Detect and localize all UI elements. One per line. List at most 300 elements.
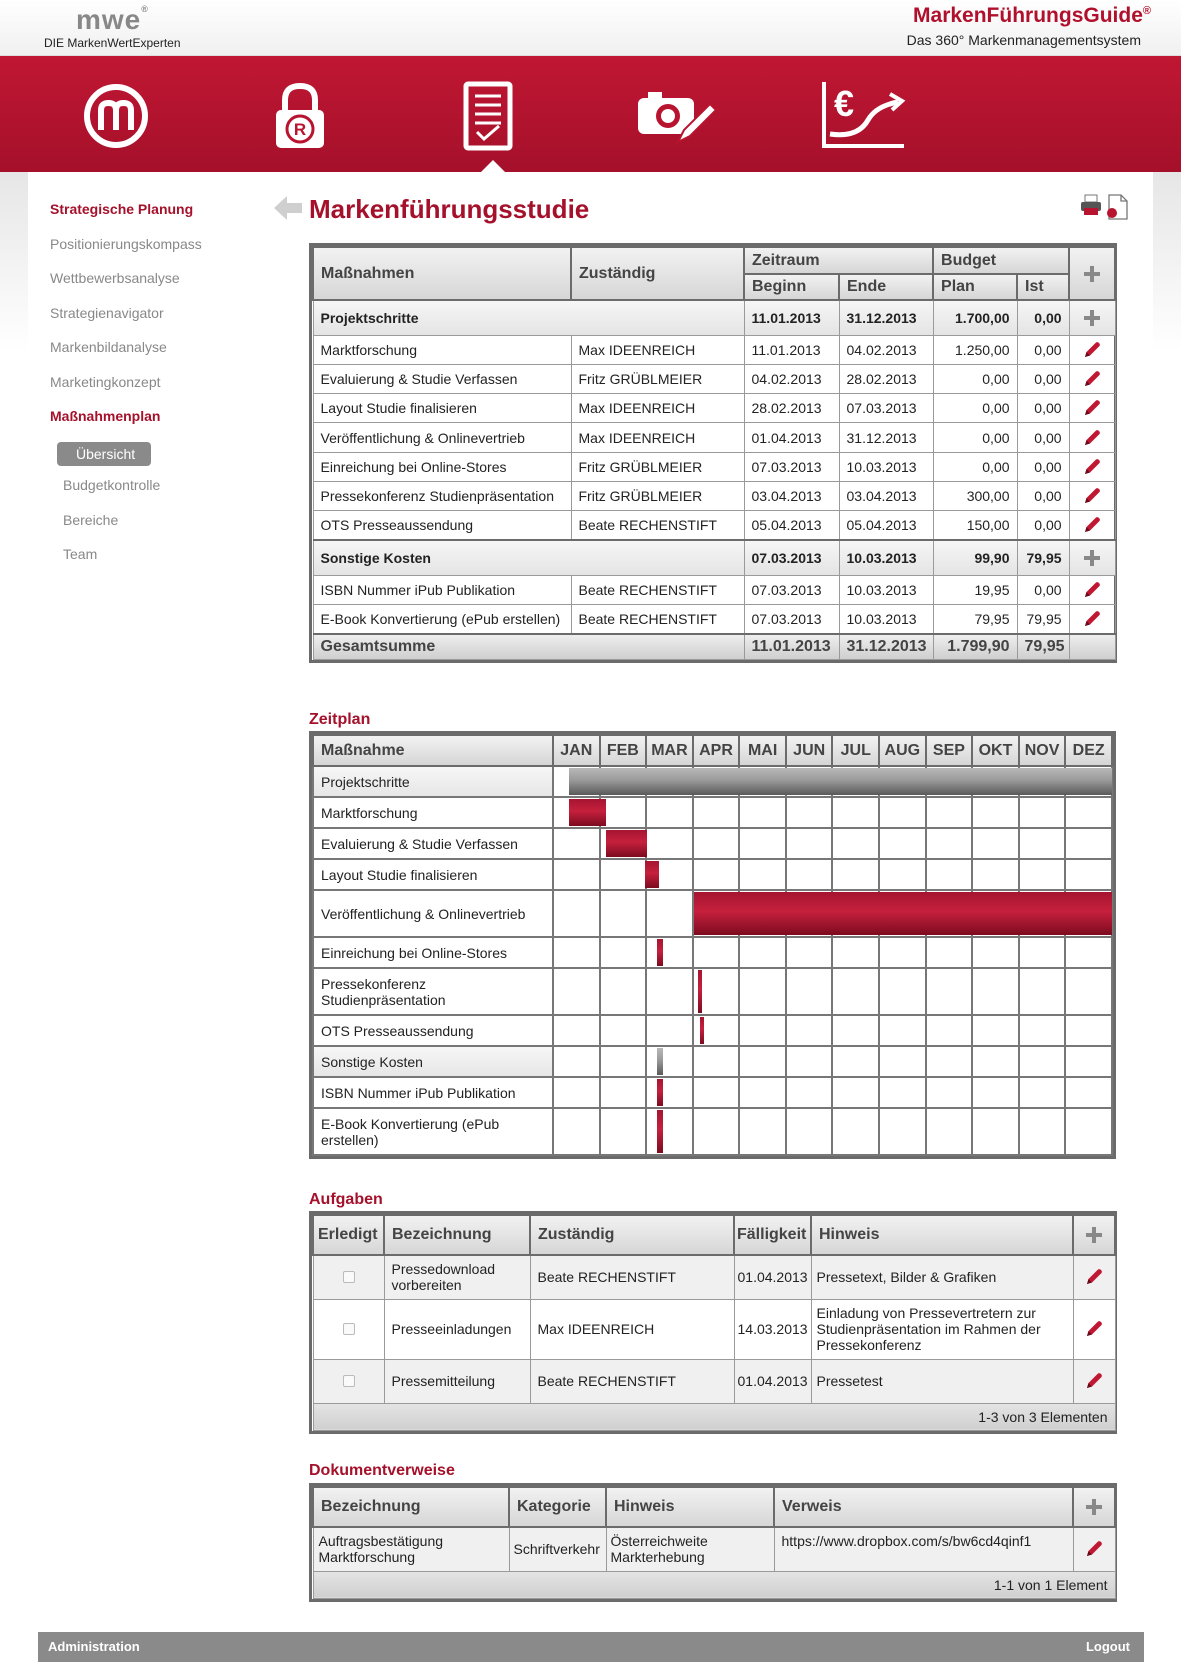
gantt-cell (1019, 797, 1066, 828)
col-doc-kategorie[interactable]: Kategorie (509, 1487, 606, 1527)
edit-cell (1073, 1359, 1115, 1403)
gantt-cell (646, 797, 693, 828)
task-done-checkbox[interactable] (343, 1271, 355, 1283)
gantt-row-label: Sonstige Kosten (313, 1046, 553, 1077)
edit-cell (1069, 575, 1115, 604)
measure-ende: 28.02.2013 (839, 364, 933, 393)
gantt-cell (646, 890, 693, 937)
gantt-cell (972, 890, 1019, 937)
footer-bar (38, 1632, 1144, 1662)
total-row (313, 634, 1115, 660)
doc-kategorie: Schriftverkehr (509, 1527, 606, 1571)
measure-beginn: 07.03.2013 (744, 575, 839, 604)
gantt-cell (972, 828, 1019, 859)
sidebar-item-marketingkonzept[interactable]: Marketingkonzept (50, 373, 161, 390)
edit-cell (1069, 481, 1115, 510)
gantt-cell (693, 1108, 740, 1155)
gantt-cell (832, 890, 879, 937)
edit-cell (1069, 364, 1115, 393)
sidebar-item-markenbildanalyse[interactable]: Markenbildanalyse (50, 339, 167, 355)
measure-ende: 05.04.2013 (839, 511, 933, 540)
gantt-cell (786, 1077, 833, 1108)
doc-link[interactable]: https://www.dropbox.com/s/bw6cd4qinf1 (774, 1527, 1073, 1571)
camera-pen-icon[interactable] (634, 80, 718, 152)
gantt-cell (646, 859, 693, 890)
group-label: Projektschritte (313, 300, 744, 335)
gantt-cell (879, 937, 926, 968)
gantt-cell (926, 797, 973, 828)
measure-beginn: 11.01.2013 (744, 335, 839, 364)
gantt-cell (739, 1015, 786, 1046)
task-bezeichnung[interactable]: Presseeinladungen (384, 1299, 530, 1359)
gantt-cell (553, 890, 600, 937)
sidebar-subitem-budgetkontrolle[interactable]: Budgetkontrolle (63, 477, 161, 493)
task-row (313, 1359, 1115, 1403)
sidebar-subitem-uebersicht-wrap (63, 442, 270, 477)
gantt-cell (926, 937, 973, 968)
gantt-cell (879, 766, 926, 797)
edit-pen-icon[interactable] (1083, 581, 1101, 599)
registered-lock-icon[interactable] (262, 80, 338, 152)
gantt-row (313, 797, 1112, 828)
back-arrow-icon[interactable] (274, 196, 302, 220)
print-icon[interactable] (1080, 194, 1102, 216)
sidebar-subitem-bereiche[interactable]: Bereiche (63, 511, 119, 528)
gantt-cell (786, 890, 833, 937)
col-beginn[interactable]: Beginn (744, 274, 839, 300)
gantt-cell (972, 1077, 1019, 1108)
measure-name[interactable]: OTS Presseaussendung (313, 511, 571, 540)
gantt-cell (786, 797, 833, 828)
gantt-cell (646, 1077, 693, 1108)
gantt-cell (1019, 968, 1066, 1015)
gantt-cell (1065, 1077, 1112, 1108)
gantt-cell (646, 828, 693, 859)
gantt-cell (879, 859, 926, 890)
edit-pen-icon[interactable] (1085, 1540, 1103, 1558)
gantt-cell (1019, 1046, 1066, 1077)
col-bezeichnung[interactable]: Bezeichnung (384, 1215, 530, 1255)
euro-growth-chart-icon[interactable] (818, 80, 906, 152)
gantt-month-nov: NOV (1019, 735, 1066, 766)
gantt-cell (832, 1046, 879, 1077)
measure-ist: 0,00 (1017, 335, 1069, 364)
edit-cell (1069, 452, 1115, 481)
measure-beginn: 07.03.2013 (744, 604, 839, 633)
gantt-cell (553, 1108, 600, 1155)
measure-beginn: 01.04.2013 (744, 423, 839, 452)
edit-pen-icon[interactable] (1083, 516, 1101, 534)
measure-name[interactable]: Veröffentlichung & Onlinevertrieb (313, 423, 571, 452)
edit-cell (1069, 511, 1115, 540)
col-doc-hinweis[interactable]: Hinweis (606, 1487, 774, 1527)
edit-pen-icon[interactable] (1083, 370, 1101, 388)
measure-ende: 31.12.2013 (839, 423, 933, 452)
gantt-cell (1019, 828, 1066, 859)
gantt-cell (739, 1108, 786, 1155)
group-plan: 99,90 (933, 540, 1017, 575)
zeitplan-title: Zeitplan (309, 711, 371, 728)
measure-owner: Max IDEENREICH (571, 423, 744, 452)
gantt-month-mar: MAR (646, 735, 693, 766)
gantt-col-massnahme: Maßnahme (313, 735, 553, 766)
task-done-checkbox[interactable] (343, 1375, 355, 1387)
gantt-month-dez: DEZ (1065, 735, 1112, 766)
brand-subtitle: Das 360° Markenmanagementsystem (906, 32, 1141, 48)
measure-plan: 1.250,00 (933, 335, 1017, 364)
edit-cell (1069, 604, 1115, 633)
gantt-row (313, 1015, 1112, 1046)
gantt-cell (739, 937, 786, 968)
col-zeitraum: Zeitraum (744, 247, 933, 274)
gantt-cell (1019, 1108, 1066, 1155)
sidebar-subitem-team[interactable]: Team (63, 546, 98, 562)
gantt-cell (972, 859, 1019, 890)
measure-plan: 300,00 (933, 481, 1017, 510)
group-ende: 31.12.2013 (839, 300, 933, 335)
task-done-cell (313, 1299, 384, 1359)
gantt-cell (600, 797, 647, 828)
add-cell (1069, 540, 1115, 575)
measure-plan: 0,00 (933, 364, 1017, 393)
edit-pen-icon[interactable] (1083, 610, 1101, 628)
total-label: Gesamtsumme (313, 634, 744, 660)
measure-ende: 07.03.2013 (839, 394, 933, 423)
gantt-cell (739, 797, 786, 828)
gantt-cell (972, 937, 1019, 968)
logo-reg: ® (141, 4, 149, 14)
measure-owner: Fritz GRÜBLMEIER (571, 452, 744, 481)
add-document-cell (1073, 1487, 1115, 1527)
tasks-pager: 1-3 von 3 Elementen (313, 1403, 1115, 1430)
logo-subtitle: DIE MarkenWertExperten (44, 36, 181, 50)
main-nav-bar (0, 56, 1181, 172)
measure-ist: 0,00 (1017, 481, 1069, 510)
edit-pen-icon[interactable] (1083, 429, 1101, 447)
left-shade (0, 172, 28, 352)
gantt-row (313, 890, 1112, 937)
gantt-row (313, 1108, 1112, 1155)
task-due: 01.04.2013 (734, 1255, 811, 1299)
gantt-cell (1065, 890, 1112, 937)
gantt-cell (926, 1108, 973, 1155)
measure-beginn: 03.04.2013 (744, 481, 839, 510)
task-done-cell (313, 1359, 384, 1403)
gantt-cell (1065, 1108, 1112, 1155)
add-plus-icon[interactable] (1084, 266, 1100, 282)
page-title: Markenführungsstudie (309, 194, 590, 224)
gantt-row-label: OTS Presseaussendung (313, 1015, 553, 1046)
group-row (313, 300, 1115, 335)
logo-text: mwe (76, 4, 142, 35)
gantt-cell (553, 1015, 600, 1046)
col-faelligkeit[interactable]: Fälligkeit (734, 1215, 811, 1255)
gantt-cell (600, 1046, 647, 1077)
gantt-row-label: ISBN Nummer iPub Publikation (313, 1077, 553, 1108)
add-plus-icon[interactable] (1086, 1227, 1102, 1243)
measure-row (313, 604, 1115, 633)
add-plus-icon[interactable] (1084, 550, 1100, 566)
measure-name[interactable]: ISBN Nummer iPub Publikation (313, 575, 571, 604)
col-zustaendig[interactable]: Zuständig (530, 1215, 734, 1255)
gantt-cell (926, 890, 973, 937)
total-plan: 1.799,90 (933, 634, 1017, 660)
measure-ende: 10.03.2013 (839, 452, 933, 481)
gantt-cell (553, 766, 600, 797)
col-ende[interactable]: Ende (839, 274, 933, 300)
gantt-cell (832, 968, 879, 1015)
edit-pen-icon[interactable] (1083, 399, 1101, 417)
gantt-cell (600, 859, 647, 890)
gantt-cell (646, 1046, 693, 1077)
gantt-cell (739, 766, 786, 797)
measure-ist: 0,00 (1017, 364, 1069, 393)
add-cell (1069, 300, 1115, 335)
col-doc-bezeichnung[interactable]: Bezeichnung (313, 1487, 509, 1527)
measure-name[interactable]: E-Book Konvertierung (ePub erstellen) (313, 604, 571, 633)
task-hint: Pressetest (811, 1359, 1073, 1403)
gantt-cell (879, 1077, 926, 1108)
gantt-cell (646, 1108, 693, 1155)
col-plan[interactable]: Plan (933, 274, 1017, 300)
gantt-month-apr: APR (693, 735, 740, 766)
sidebar-item-strategienavigator[interactable]: Strategienavigator (50, 304, 164, 321)
measure-name[interactable]: Marktforschung (313, 335, 571, 364)
gantt-cell (553, 828, 600, 859)
gantt-cell (926, 859, 973, 890)
documents-table (309, 1483, 1117, 1602)
gantt-cell (832, 828, 879, 859)
task-bezeichnung[interactable]: Pressedownload vorbereiten (384, 1255, 530, 1299)
measure-owner: Max IDEENREICH (571, 394, 744, 423)
measure-plan: 0,00 (933, 452, 1017, 481)
gantt-cell (1065, 968, 1112, 1015)
gantt-cell (832, 1108, 879, 1155)
add-plus-icon[interactable] (1086, 1499, 1102, 1515)
total-beginn: 11.01.2013 (744, 634, 839, 660)
gantt-cell (1019, 937, 1066, 968)
gantt-month-feb: FEB (600, 735, 647, 766)
sidebar-item-positionierungskompass[interactable]: Positionierungskompass (50, 235, 202, 252)
gantt-cell (1065, 859, 1112, 890)
export-pdf-icon[interactable] (1106, 194, 1128, 220)
gantt-cell (739, 890, 786, 937)
measure-ist: 0,00 (1017, 452, 1069, 481)
gantt-cell (693, 968, 740, 1015)
measure-row (313, 364, 1115, 393)
gantt-cell (1019, 859, 1066, 890)
measure-ist: 0,00 (1017, 423, 1069, 452)
gantt-cell (972, 766, 1019, 797)
edit-pen-icon[interactable] (1085, 1320, 1103, 1338)
measure-row (313, 423, 1115, 452)
gantt-month-jun: JUN (786, 735, 833, 766)
gantt-cell (739, 1046, 786, 1077)
gantt-row (313, 968, 1112, 1015)
logout-link[interactable]: Logout (1085, 1639, 1130, 1654)
measure-owner: Beate RECHENSTIFT (571, 575, 744, 604)
svg-text:€: € (833, 83, 855, 124)
gantt-cell (739, 1077, 786, 1108)
administration-link[interactable]: Administration (48, 1639, 140, 1654)
total-ist: 79,95 (1017, 634, 1069, 660)
edit-cell (1069, 335, 1115, 364)
measure-ende: 03.04.2013 (839, 481, 933, 510)
gantt-cell (972, 1108, 1019, 1155)
gantt-cell (553, 859, 600, 890)
sidebar-item-massnahmenplan[interactable]: Maßnahmenplan (50, 408, 161, 424)
measure-row (313, 481, 1115, 510)
col-massnahmen[interactable]: Maßnahmen (313, 247, 571, 300)
gantt-cell (600, 1015, 647, 1046)
edit-pen-icon[interactable] (1083, 487, 1101, 505)
measure-name[interactable]: Layout Studie finalisieren (313, 394, 571, 423)
gantt-cell (1019, 1077, 1066, 1108)
measure-ist: 79,95 (1017, 604, 1069, 633)
col-ist[interactable]: Ist (1017, 274, 1069, 300)
measure-row (313, 394, 1115, 423)
gantt-cell (786, 968, 833, 1015)
sidebar-item-strategische-planung[interactable]: Strategische Planung (50, 201, 194, 217)
measure-beginn: 07.03.2013 (744, 452, 839, 481)
gantt-row-label: E-Book Konvertierung (ePub erstellen) (313, 1108, 553, 1155)
gantt-cell (1065, 766, 1112, 797)
col-hinweis[interactable]: Hinweis (811, 1215, 1073, 1255)
gantt-cell (786, 1108, 833, 1155)
col-doc-verweis[interactable]: Verweis (774, 1487, 1073, 1527)
gantt-cell (879, 890, 926, 937)
gantt-cell (739, 859, 786, 890)
gantt-cell (600, 1077, 647, 1108)
measure-owner: Fritz GRÜBLMEIER (571, 364, 744, 393)
task-done-cell (313, 1255, 384, 1299)
gantt-row-label: Einreichung bei Online-Stores (313, 937, 553, 968)
gantt-cell (693, 1046, 740, 1077)
group-plan: 1.700,00 (933, 300, 1017, 335)
group-label: Sonstige Kosten (313, 540, 744, 575)
measure-name[interactable]: Einreichung bei Online-Stores (313, 452, 571, 481)
edit-pen-icon[interactable] (1085, 1268, 1103, 1286)
mwe-logo[interactable] (76, 4, 149, 36)
gantt-row-label: Evaluierung & Studie Verfassen (313, 828, 553, 859)
gantt-cell (739, 968, 786, 1015)
task-done-checkbox[interactable] (343, 1323, 355, 1335)
gantt-cell (879, 1015, 926, 1046)
clipboard-checklist-icon[interactable] (450, 80, 526, 152)
gantt-row-label: Pressekonferenz Studienpräsentation (313, 968, 553, 1015)
doc-bezeichnung[interactable]: Auftragsbestätigung Marktforschung (313, 1527, 509, 1571)
col-zustaendig[interactable]: Zuständig (571, 247, 744, 300)
gantt-cell (646, 766, 693, 797)
brand-title (913, 4, 1151, 28)
mwe-logo-icon[interactable] (78, 80, 154, 152)
measure-plan: 79,95 (933, 604, 1017, 633)
gantt-cell (832, 859, 879, 890)
gantt-cell (693, 828, 740, 859)
gantt-cell (1065, 828, 1112, 859)
measure-beginn: 04.02.2013 (744, 364, 839, 393)
col-erledigt[interactable]: Erledigt (313, 1215, 384, 1255)
measures-table (309, 243, 1117, 663)
print-actions (1080, 194, 1128, 220)
measure-name[interactable]: Pressekonferenz Studienpräsentation (313, 481, 571, 510)
gantt-row-label: Veröffentlichung & Onlinevertrieb (313, 890, 553, 937)
gantt-cell (832, 1077, 879, 1108)
gantt-cell (972, 968, 1019, 1015)
gantt-cell (926, 1077, 973, 1108)
gantt-cell (786, 828, 833, 859)
gantt-cell (600, 1108, 647, 1155)
documents-pager: 1-1 von 1 Element (313, 1571, 1115, 1598)
gantt-cell (926, 1046, 973, 1077)
gantt-row-label: Layout Studie finalisieren (313, 859, 553, 890)
task-bezeichnung[interactable]: Pressemitteilung (384, 1359, 530, 1403)
top-header (0, 0, 1181, 56)
gantt-cell (693, 1077, 740, 1108)
edit-pen-icon[interactable] (1083, 458, 1101, 476)
measure-ende: 04.02.2013 (839, 335, 933, 364)
gantt-month-aug: AUG (879, 735, 926, 766)
brand-reg: ® (1142, 5, 1151, 17)
measure-plan: 0,00 (933, 423, 1017, 452)
gantt-cell (1019, 890, 1066, 937)
gantt-cell (926, 1015, 973, 1046)
gantt-cell (1019, 1015, 1066, 1046)
measure-plan: 0,00 (933, 394, 1017, 423)
gantt-cell (553, 1046, 600, 1077)
sidebar-item-wettbewerbsanalyse[interactable]: Wettbewerbsanalyse (50, 270, 180, 286)
task-due: 01.04.2013 (734, 1359, 811, 1403)
total-empty (1069, 634, 1115, 660)
gantt-cell (600, 968, 647, 1015)
gantt-cell (972, 1046, 1019, 1077)
edit-pen-icon[interactable] (1083, 341, 1101, 359)
measure-owner: Max IDEENREICH (571, 335, 744, 364)
gantt-cell (693, 937, 740, 968)
add-plus-icon[interactable] (1084, 310, 1100, 326)
measure-ist: 0,00 (1017, 575, 1069, 604)
gantt-row-label: Marktforschung (313, 797, 553, 828)
measure-ende: 10.03.2013 (839, 575, 933, 604)
measure-row (313, 452, 1115, 481)
measure-name[interactable]: Evaluierung & Studie Verfassen (313, 364, 571, 393)
gantt-cell (600, 766, 647, 797)
document-row (313, 1527, 1115, 1571)
gantt-cell (693, 766, 740, 797)
gantt-cell (832, 1015, 879, 1046)
measure-ende: 10.03.2013 (839, 604, 933, 633)
task-owner: Beate RECHENSTIFT (530, 1255, 734, 1299)
task-hint: Pressetext, Bilder & Grafiken (811, 1255, 1073, 1299)
measure-row (313, 575, 1115, 604)
gantt-cell (646, 968, 693, 1015)
gantt-cell (879, 828, 926, 859)
measure-owner: Beate RECHENSTIFT (571, 511, 744, 540)
edit-pen-icon[interactable] (1085, 1372, 1103, 1390)
gantt-cell (1065, 1015, 1112, 1046)
gantt-row-label: Projektschritte (313, 766, 553, 797)
measure-row (313, 511, 1115, 540)
task-due: 14.03.2013 (734, 1299, 811, 1359)
sidebar-subitem-uebersicht[interactable]: Übersicht (57, 442, 151, 466)
gantt-cell (926, 968, 973, 1015)
group-beginn: 07.03.2013 (744, 540, 839, 575)
add-measure-cell (1069, 247, 1115, 300)
svg-text:R: R (293, 120, 307, 139)
gantt-month-okt: OKT (972, 735, 1019, 766)
gantt-month-jan: JAN (553, 735, 600, 766)
gantt-cell (926, 828, 973, 859)
